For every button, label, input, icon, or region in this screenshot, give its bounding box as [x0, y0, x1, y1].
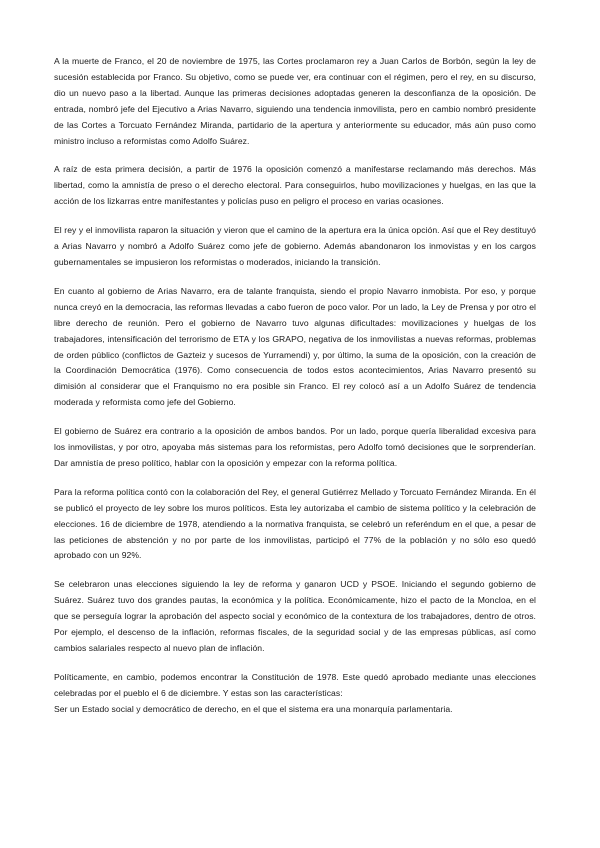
paragraph-2: A raíz de esta primera decisión, a partir de 1976 la oposición comenzó a manifestarse reclamando más derechos. Más libertad, como la amnistía de preso o el derecho electoral. Para conseguirlos, hubo movilizaciones y huelgas, en las que la acción de los lizkarras entre manifestantes y policías puso en peligro el proceso en varias ocasiones.: [54, 164, 536, 207]
paragraph-8: [54, 670, 536, 718]
paragraph-6: Para la reforma política contó con la colaboración del Rey, el general Gutiérrez Mellado y Torcuato Fernández Miranda. En él se publicó el proyecto de ley sobre los muros políticos. Esta ley autorizaba el cambio de sistema político y la celebración de elecciones. 16 de diciembre de 1978, atendiendo a la normativa franquista, se celebró un referéndum en el que, a pesar de las peticiones de abstención y no por parte de los inmovilistas, participó el 77% de la población y no sólo eso quedó aprobado con un 92%.: [54, 486, 536, 561]
paragraph-4: En cuanto al gobierno de Arias Navarro, era de talante franquista, siendo el propio Navarro inmobista. Por eso, y porque nunca creyó en la democracia, las reformas llevadas a cabo fueron de poco valor. Por un lado, la Ley de Prensa y por otro el libre derecho de reunión. Pero el gobierno de Navarro tuvo algunas dificultades: movilizaciones y huelgas de los trabajadores, intensificación del terrorismo de ETA y los GRAPO, negativa de los inmovilistas a nuevas reformas, problemas de orden público (conflictos de Gazteiz y sucesos de Yurramendi) y, por último, la suma de la oposición, con la creación de la Coordinación Democrática (1976). Como consecuencia de todos estos acontecimientos, Arias Navarro presentó su dimisión al considerar que el Franquismo no era posible sin Franco. El rey colocó así a un Adolfo Suárez de tendencia moderada y reformista como jefe del Gobierno.: [54, 285, 536, 408]
paragraph-8-intro: Políticamente, en cambio, podemos encontrar la Constitución de 1978. Este quedó aprobado mediante unas elecciones celebradas por el pueblo el 6 de diciembre. Y estas son las características:: [54, 671, 536, 698]
paragraph-5: El gobierno de Suárez era contrario a la oposición de ambos bandos. Por un lado, porque quería liberalidad excesiva para los inmovilistas, y por otro, apoyaba más sistemas para los reformistas, pero Adolfo tomó decisiones que le sorprenderían. Dar amnistía de preso político, hablar con la oposición y empezar con la reforma política.: [54, 426, 536, 468]
document-body: [54, 54, 536, 718]
paragraph-1: A la muerte de Franco, el 20 de noviembre de 1975, las Cortes proclamaron rey a Juan Carlos de Borbón, según la ley de sucesión establecida por Franco. Su objetivo, como se puede ver, era continuar con el régimen, pero el rey, en su discurso, dio un nuevo paso a la libertad. Aunque las primeras decisiones adoptadas generen la desconfianza de la oposición. De entrada, nombró jefe del Ejecutivo a Arias Navarro, siguiendo una tendencia inmovilista, pero en cambio nombró presidente de las Cortes a Torcuato Fernández Miranda, partidario de la apertura y anteriormente su educador, más aún puso como ministro incluso a reformistas como Adolfo Suárez.: [54, 56, 536, 146]
paragraph-7: Se celebraron unas elecciones siguiendo la ley de reforma y ganaron UCD y PSOE. Iniciando el segundo gobierno de Suárez. Suárez tuvo dos grandes pautas, la económica y la política. Económicamente, hizo el pacto de la Moncloa, en el que se perseguía lograr la aprobación del aspecto social y económico de la contextura de los trabajadores, dentro de otros. Por ejemplo, el descenso de la inflación, reformas fiscales, de la seguridad social y de las empresas públicas, así como cambios salariales respecto al nuevo plan de inflación.: [54, 579, 536, 653]
paragraph-3: El rey y el inmovilista raparon la situación y vieron que el camino de la apertura era la única opción. Así que el Rey destituyó a Arias Navarro y nombró a Adolfo Suárez como jefe de gobierno. Además abandonaron los inmovistas y en los cargos gubernamentales se impusieron los reformistas o moderados, iniciando la transición.: [54, 225, 536, 267]
paragraph-8-line: Ser un Estado social y democrático de derecho, en el que el sistema era una monarquía parlamentaria.: [54, 703, 453, 714]
